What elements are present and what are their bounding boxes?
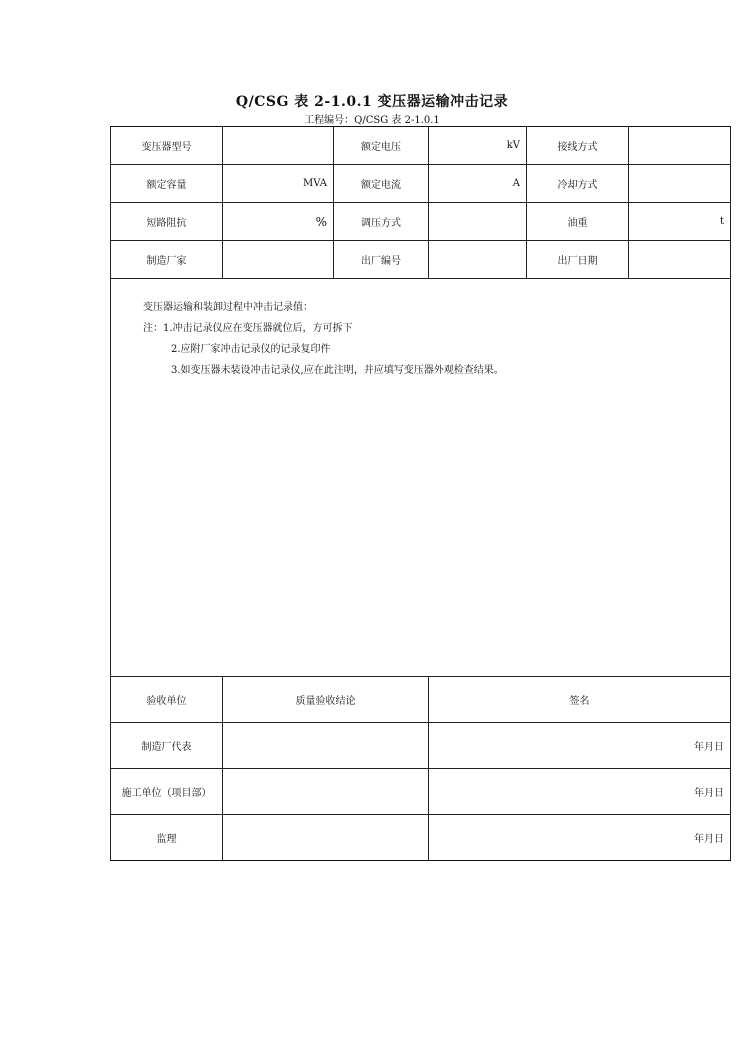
conclusion-construction[interactable] bbox=[223, 769, 429, 815]
conclusion-supervision[interactable] bbox=[223, 815, 429, 861]
acceptance-header-row bbox=[111, 677, 731, 723]
info-row-4 bbox=[111, 241, 731, 279]
label-cooling-method: 冷却方式 bbox=[527, 165, 629, 203]
record-table bbox=[110, 126, 731, 861]
unit-manufacturer-rep: 制造厂代表 bbox=[111, 723, 223, 769]
label-manufacturer: 制造厂家 bbox=[111, 241, 223, 279]
value-factory-date[interactable] bbox=[629, 241, 731, 279]
header-quality-conclusion: 质量验收结论 bbox=[223, 677, 429, 723]
unit-supervision: 监理 bbox=[111, 815, 223, 861]
label-connection-method: 接线方式 bbox=[527, 127, 629, 165]
sign-date-supervision[interactable]: 年月日 bbox=[429, 815, 731, 861]
value-rated-current[interactable]: A bbox=[429, 165, 527, 203]
label-transformer-model: 变压器型号 bbox=[111, 127, 223, 165]
label-tap-method: 调压方式 bbox=[334, 203, 429, 241]
value-rated-capacity[interactable]: MVA bbox=[223, 165, 334, 203]
impact-record-area[interactable] bbox=[111, 279, 731, 677]
conclusion-manufacturer-rep[interactable] bbox=[223, 723, 429, 769]
value-manufacturer[interactable] bbox=[223, 241, 334, 279]
value-transformer-model[interactable] bbox=[223, 127, 334, 165]
unit-construction: 施工单位（项目部） bbox=[111, 769, 223, 815]
value-serial-number[interactable] bbox=[429, 241, 527, 279]
acceptance-row bbox=[111, 723, 731, 769]
header-signature: 签名 bbox=[429, 677, 731, 723]
value-oil-weight[interactable]: t bbox=[629, 203, 731, 241]
value-cooling-method[interactable] bbox=[629, 165, 731, 203]
label-rated-current: 额定电流 bbox=[334, 165, 429, 203]
value-connection-method[interactable] bbox=[629, 127, 731, 165]
value-rated-voltage[interactable]: kV bbox=[429, 127, 527, 165]
sign-date-construction[interactable]: 年月日 bbox=[429, 769, 731, 815]
label-rated-voltage: 额定电压 bbox=[334, 127, 429, 165]
info-row-2 bbox=[111, 165, 731, 203]
label-oil-weight: 油重 bbox=[527, 203, 629, 241]
note-3: 3.如变压器未装设冲击记录仪,应在此注明，并应填写变压器外观检查结果。 bbox=[171, 365, 504, 376]
project-number: 工程编号：Q/CSG 表 2-1.0.1 bbox=[304, 115, 440, 126]
acceptance-row bbox=[111, 769, 731, 815]
info-row-3 bbox=[111, 203, 731, 241]
label-serial-number: 出厂编号 bbox=[334, 241, 429, 279]
value-short-circuit-impedance[interactable]: % bbox=[223, 203, 334, 241]
sign-date-manufacturer-rep[interactable]: 年月日 bbox=[429, 723, 731, 769]
notes-row bbox=[111, 279, 731, 677]
value-tap-method[interactable] bbox=[429, 203, 527, 241]
notes-block bbox=[111, 279, 730, 381]
label-rated-capacity: 额定容量 bbox=[111, 165, 223, 203]
info-row-1 bbox=[111, 127, 731, 165]
label-factory-date: 出厂日期 bbox=[527, 241, 629, 279]
notes-intro: 变压器运输和装卸过程中冲击记录值： bbox=[143, 302, 313, 313]
note-1: 注：1.冲击记录仪应在变压器就位后，方可拆下 bbox=[143, 323, 353, 334]
note-2: 2.应附厂家冲击记录仪的记录复印件 bbox=[171, 344, 331, 355]
form-title: Q/CSG 表 2-1.0.1 变压器运输冲击记录 bbox=[235, 94, 509, 110]
label-short-circuit-impedance: 短路阻抗 bbox=[111, 203, 223, 241]
header-acceptance-unit: 验收单位 bbox=[111, 677, 223, 723]
acceptance-row bbox=[111, 815, 731, 861]
